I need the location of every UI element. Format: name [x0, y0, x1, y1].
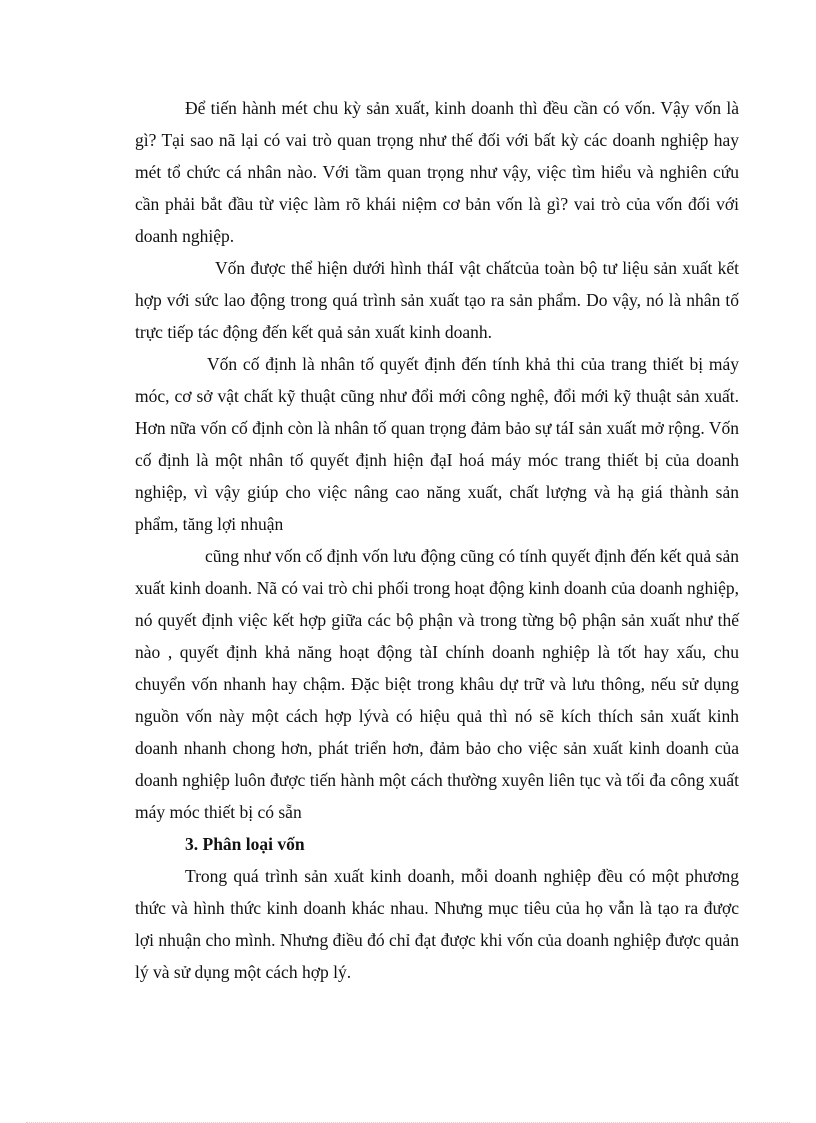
paragraph-working-capital: cũng như vốn cố định vốn lưu động cũng có tính quyết định đến kết quả sản xuất kinh doanh. Nã có vai trò chi phối trong hoạt động kinh doanh của doanh nghiệp, nó quyết định việc kết hợp giữa các bộ phận và trong từng bộ phận sản xuất như thế nào , quyết định khả năng hoạt động tàI chính doanh nghiệp là tốt hay xấu, chu chuyển vốn nhanh hay chậm. Đặc biệt trong khâu dự trữ và lưu thông, nếu sử dụng nguồn vốn này một cách hợp lývà có hiệu quả thì nó sẽ kích thích sản xuất kinh doanh nhanh chong hơn, phát triển hơn, đảm bảo cho việc sản xuất kinh doanh của doanh nghiệp luôn được tiến hành một cách thường xuyên liên tục và tối đa công xuất máy móc thiết bị có sẵn: [135, 546, 739, 822]
paragraph-capital-form: Vốn được thể hiện dưới hình tháI vật chấtcủa toàn bộ tư liệu sản xuất kết hợp với sức lao động trong quá trình sản xuất tạo ra sản phẩm. Do vậy, nó là nhân tố trực tiếp tác động đến kết quả sản xuất kinh doanh.: [135, 258, 739, 342]
paragraph-capital-classification: Trong quá trình sản xuất kinh doanh, mỗi doanh nghiệp đều có một phương thức và hình thức kinh doanh khác nhau. Nhưng mục tiêu của họ vẫn là tạo ra được lợi nhuận cho mình. Nhưng điều đó chỉ đạt được khi vốn của doanh nghiệp được quản lý và sử dụng một cách hợp lý.: [135, 866, 739, 982]
paragraph-capital-definition: Để tiến hành mét chu kỳ sản xuất, kinh doanh thì đều cần có vốn. Vậy vốn là gì? Tại sao nã lại có vai trò quan trọng như thế đối với bất kỳ các doanh nghiệp hay mét tổ chức cá nhân nào. Với tầm quan trọng như vậy, việc tìm hiểu và nghiên cứu cần phải bắt đầu từ việc làm rõ khái niệm cơ bản vốn là gì? vai trò của vốn đối với doanh nghiệp.: [135, 98, 739, 246]
section-heading: 3. Phân loại vốn: [185, 834, 305, 854]
document-body: [135, 92, 739, 988]
paragraph-fixed-capital: Vốn cố định là nhân tố quyết định đến tính khả thi của trang thiết bị máy móc, cơ sở vật chất kỹ thuật cũng như đổi mới công nghệ, đổi mới kỹ thuật sản xuất. Hơn nữa vốn cố định còn là nhân tố quan trọng đảm bảo sự táI sản xuất mở rộng. Vốn cố định là một nhân tố quyết định hiện đạI hoá máy móc trang thiết bị của doanh nghiệp, vì vậy giúp cho việc nâng cao năng xuất, chất lượng và hạ giá thành sản phẩm, tăng lợi nhuận: [135, 354, 739, 534]
